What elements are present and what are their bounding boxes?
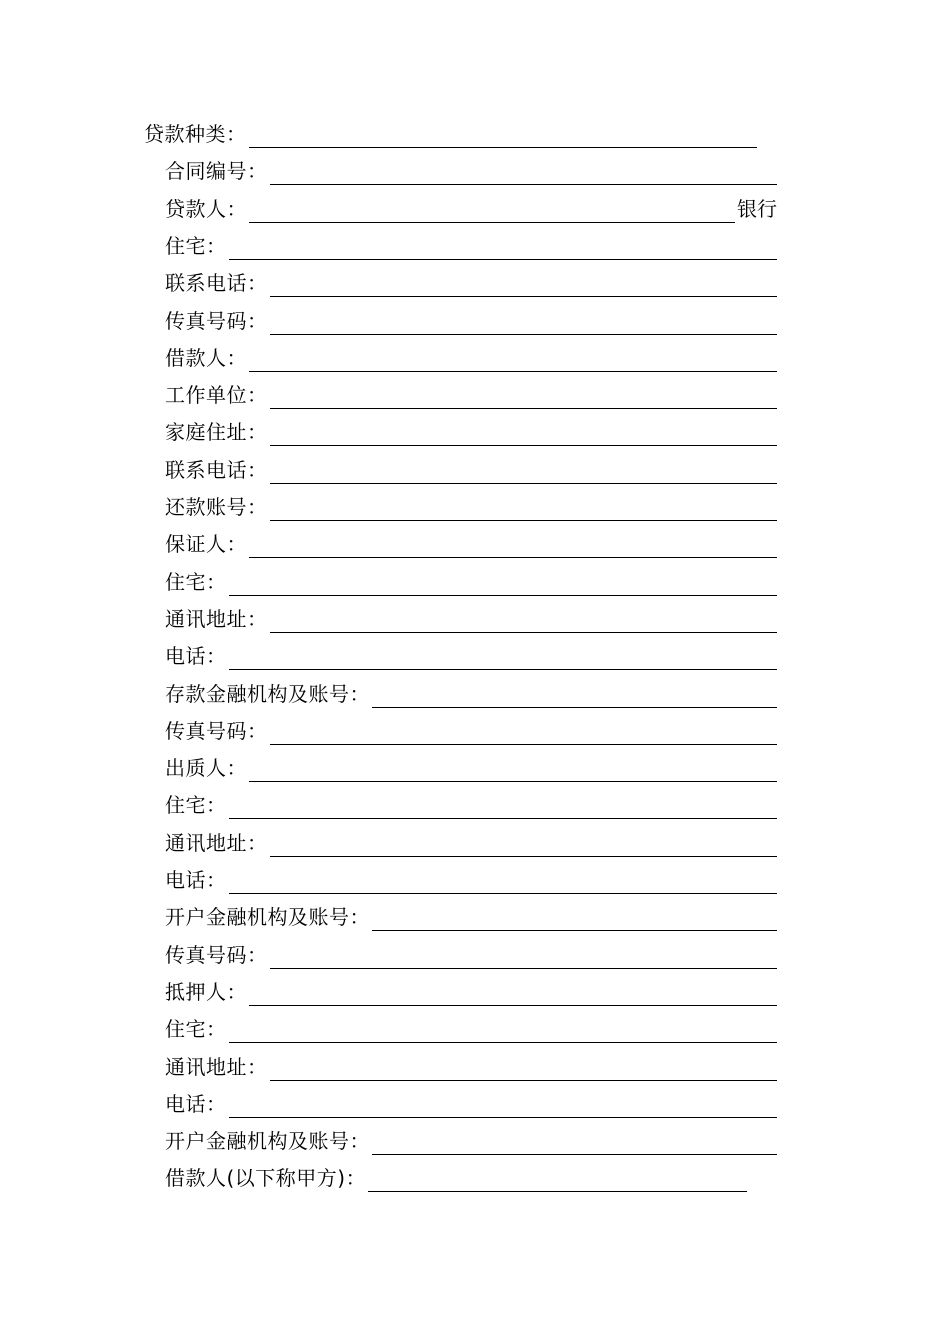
fill-in-blank[interactable] (270, 496, 778, 521)
field-suffix: 银行 (737, 196, 777, 221)
field-label: 贷款人： (165, 196, 247, 221)
field-label: 传真号码： (165, 308, 268, 333)
field-label: 借款人(以下称甲方)： (165, 1166, 367, 1191)
form-field-row (165, 1013, 777, 1043)
fill-in-blank[interactable] (229, 645, 778, 670)
field-label: 住宅： (165, 1017, 227, 1042)
form-field-row (165, 155, 777, 185)
form-field-row (165, 230, 777, 260)
fill-in-blank[interactable] (368, 1167, 747, 1192)
form-field-row (165, 491, 777, 521)
fill-in-blank[interactable] (249, 123, 758, 148)
fill-in-blank[interactable] (229, 1018, 778, 1043)
field-label: 住宅： (165, 233, 227, 258)
form-field-row (165, 528, 777, 558)
form-field-row (165, 1088, 777, 1118)
form-field-row (165, 454, 777, 484)
field-label: 联系电话： (165, 457, 268, 482)
form-field-row (165, 752, 777, 782)
fill-in-blank[interactable] (270, 310, 778, 335)
field-label: 电话： (165, 644, 227, 669)
fill-in-blank[interactable] (270, 160, 778, 185)
form-field-row (165, 379, 777, 409)
field-label: 贷款种类： (144, 122, 247, 146)
form-field-row (165, 715, 777, 745)
form-field-row (165, 640, 777, 670)
field-label: 还款账号： (165, 495, 268, 519)
field-label: 通讯地址： (165, 830, 268, 855)
field-label: 家庭住址： (165, 420, 268, 445)
fill-in-blank[interactable] (229, 571, 778, 596)
form-field-row (165, 1125, 777, 1155)
field-label: 传真号码： (165, 718, 268, 743)
field-label: 借款人： (165, 345, 247, 370)
fill-in-blank[interactable] (270, 384, 778, 409)
form-field-row (165, 267, 777, 297)
form-field-row (165, 1162, 747, 1192)
fill-in-blank[interactable] (270, 1056, 778, 1081)
fill-in-blank[interactable] (270, 944, 778, 969)
field-label: 住宅： (165, 569, 227, 594)
field-label: 电话： (165, 1091, 227, 1116)
field-label: 存款金融机构及账号： (165, 681, 370, 706)
field-label: 合同编号： (165, 159, 268, 184)
field-label: 通讯地址： (165, 606, 268, 631)
field-label: 传真号码： (165, 942, 268, 967)
form-field-row (165, 976, 777, 1006)
field-label: 电话： (165, 868, 227, 892)
form-field-row (165, 566, 777, 596)
field-label: 住宅： (165, 793, 227, 818)
fill-in-blank[interactable] (372, 683, 777, 708)
field-label: 出质人： (165, 756, 247, 781)
fill-in-blank[interactable] (229, 869, 778, 894)
form-field-row (165, 342, 777, 372)
fill-in-blank[interactable] (229, 235, 778, 260)
form-field-row (165, 827, 777, 857)
fill-in-blank[interactable] (229, 794, 778, 819)
fill-in-blank[interactable] (372, 906, 777, 931)
field-label: 工作单位： (165, 383, 268, 408)
fill-in-blank[interactable] (249, 198, 735, 223)
field-label: 保证人： (165, 532, 247, 557)
form-field-row (165, 678, 777, 708)
form-field-row (165, 305, 777, 335)
fill-in-blank[interactable] (270, 272, 778, 297)
fill-in-blank[interactable] (229, 1093, 778, 1118)
form-field-row (165, 193, 777, 223)
field-label: 开户金融机构及账号： (165, 1129, 370, 1154)
field-label: 抵押人： (165, 979, 247, 1004)
fill-in-blank[interactable] (270, 608, 778, 633)
fill-in-blank[interactable] (372, 1130, 777, 1155)
form-field-row (165, 1051, 777, 1081)
form-field-row (165, 789, 777, 819)
form-field-row (165, 603, 777, 633)
fill-in-blank[interactable] (270, 421, 778, 446)
fill-in-blank[interactable] (249, 347, 777, 372)
field-label: 通讯地址： (165, 1054, 268, 1079)
field-label: 联系电话： (165, 271, 268, 296)
fill-in-blank[interactable] (249, 533, 777, 558)
fill-in-blank[interactable] (249, 981, 777, 1006)
fill-in-blank[interactable] (249, 757, 777, 782)
form-field-row (165, 416, 777, 446)
field-label: 开户金融机构及账号： (165, 905, 370, 930)
fill-in-blank[interactable] (270, 459, 778, 484)
form-field-row (165, 901, 777, 931)
form-field-row (165, 864, 777, 894)
fill-in-blank[interactable] (270, 832, 778, 857)
fill-in-blank[interactable] (270, 720, 778, 745)
form-field-row (165, 939, 777, 969)
form-field-row (144, 118, 757, 148)
